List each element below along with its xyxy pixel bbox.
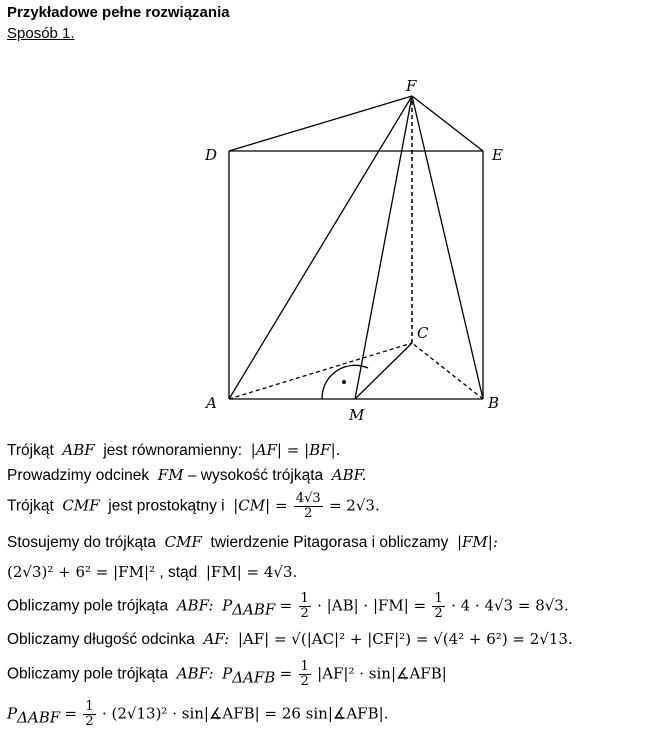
segment-AF (229, 96, 412, 399)
right-angle-dot (342, 380, 346, 384)
solution-line-7: Obliczamy długość odcinka AF: |AF| = √(|AC|² + |CF|²) = √(4² + 6²) = 2√13. (7, 630, 573, 648)
solution-line-5: (2√3)² + 6² = |FM|² , stąd |FM| = 4√3. (7, 563, 298, 581)
method-subtitle: Sposób 1. (7, 25, 75, 42)
segment-MF (355, 96, 412, 399)
label-A: A (206, 394, 217, 412)
fraction: $\frac{1}{2}$ (300, 659, 309, 689)
segment-BF (412, 96, 483, 399)
solution-line-3: Trójkąt CMF jest prostokątny i |CM| = $\frac{4√3}{2}$ = 2√3. (7, 491, 380, 521)
label-B: B (488, 394, 500, 412)
label-E: E (492, 146, 503, 164)
solution-line-9: $P_{\Delta ABF}$ = $\frac{1}{2}$ · (2√13)² · sin|∡AFB| = 26 sin|∡AFB|. (7, 699, 389, 729)
fraction: $\frac{1}{2}$ (85, 699, 94, 729)
label-F: F (406, 77, 417, 95)
solution-line-2: Prowadzimy odcinek FM – wysokość trójkąta ABF. (7, 466, 367, 484)
solution-line-1: Trójkąt ABF jest równoramienny: |AF| = |BF|. (7, 441, 341, 459)
label-M: M (349, 406, 365, 424)
label-C: C (417, 324, 429, 342)
fraction: $\frac{4√3}{2}$ (295, 491, 321, 521)
fraction: $\frac{1}{2}$ (300, 591, 309, 621)
fraction: $\frac{1}{2}$ (434, 591, 443, 621)
label-D: D (205, 146, 218, 164)
solution-line-8: Obliczamy pole trójkąta ABF: $P_{\Delta AFB}$ = $\frac{1}{2}$ |AF|² · sin|∡AFB| (7, 659, 447, 689)
edge-FD (229, 96, 412, 151)
solution-line-4: Stosujemy do trójkąta CMF twierdzenie Pitagorasa i obliczamy |FM|: (7, 533, 498, 551)
page-title: Przykładowe pełne rozwiązania (7, 4, 230, 21)
edge-AC (229, 343, 412, 399)
solution-line-6: Obliczamy pole trójkąta ABF: $P_{\Delta ABF}$ = $\frac{1}{2}$ · |AB| · |FM| = $\frac{1}{2}$ · 4 · 4√3 = 8√3. (7, 591, 569, 621)
